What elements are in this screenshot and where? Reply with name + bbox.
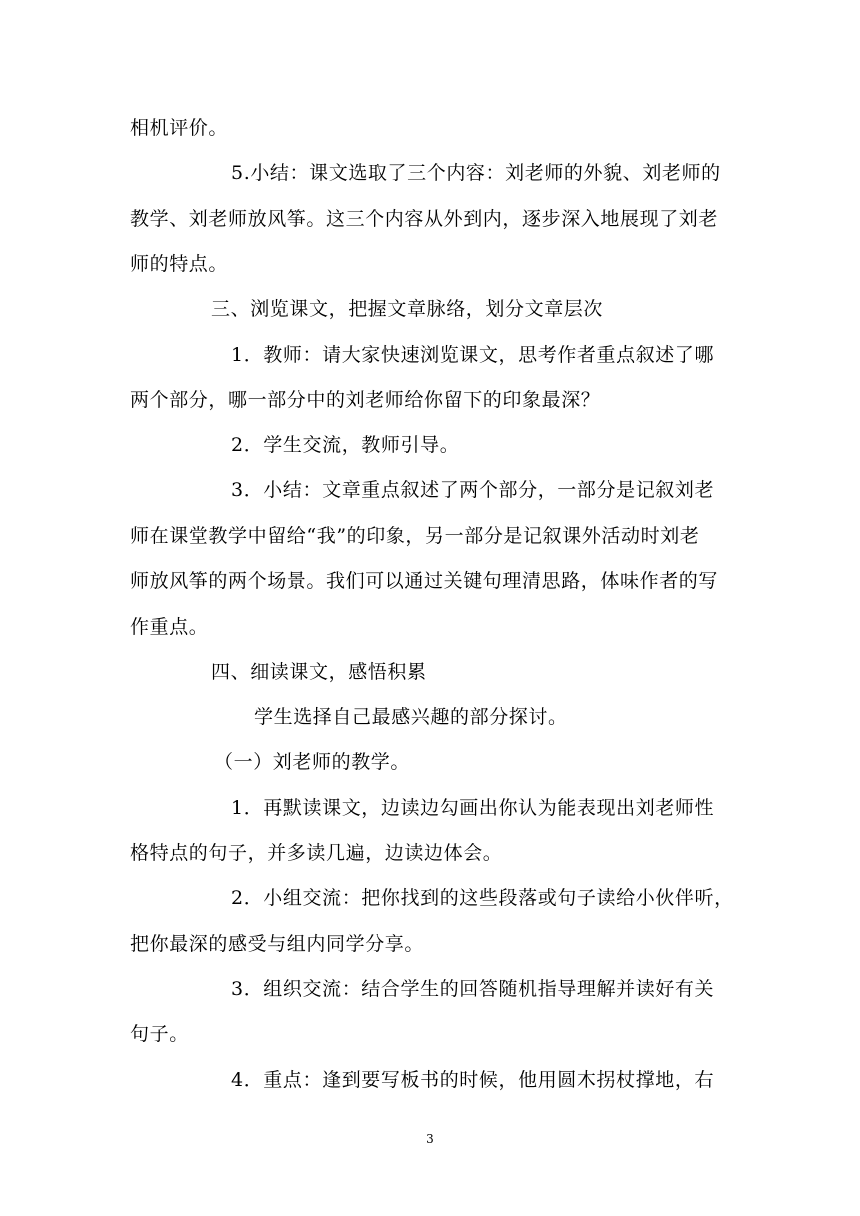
text-line: 师放风筝的两个场景。我们可以通过关键句理清思路，体味作者的写 [130,570,719,592]
page-number: 3 [426,1132,434,1146]
text-line: 3．小结：文章重点叙述了两个部分，一部分是记叙刘老 [231,479,715,501]
text-line: 作重点。 [130,616,209,638]
text-line: 两个部分，哪一部分中的刘老师给你留下的印象最深？ [130,389,601,411]
text-line: 2．小组交流：把你找到的这些段落或句子读给小伙伴听， [231,887,734,909]
text-line: 师在课堂教学中留给“我”的印象，另一部分是记叙课外活动时刘老 [130,525,700,547]
text-line: 相机评价。 [130,117,229,139]
text-line: 句子。 [130,1023,189,1045]
text-line: 5.小结：课文选取了三个内容：刘老师的外貌、刘老师的 [231,162,721,184]
text-line: 把你最深的感受与组内同学分享。 [130,933,425,955]
text-line: 师的特点。 [130,253,229,275]
section-heading: 四、细读课文，感悟积累 [211,661,427,683]
text-line: 学生选择自己最感兴趣的部分探讨。 [254,706,568,728]
subsection-heading: （一）刘老师的教学。 [214,751,411,773]
text-line: 3．组织交流：结合学生的回答随机指导理解并读好有关 [231,978,715,1000]
section-heading: 三、浏览课文，把握文章脉络，划分文章层次 [211,298,604,320]
text-line: 格特点的句子，并多读几遍，边读边体会。 [130,842,503,864]
text-line: 4．重点：逢到要写板书的时候，他用圆木拐杖撑地，右 [231,1069,715,1091]
text-line: 教学、刘老师放风筝。这三个内容从外到内，逐步深入地展现了刘老 [130,208,719,230]
text-line: 1．再默读课文，边读边勾画出你认为能表现出刘老师性 [231,797,715,819]
text-line: 1．教师：请大家快速浏览课文，思考作者重点叙述了哪 [231,344,715,366]
text-line: 2．学生交流，教师引导。 [231,434,460,456]
